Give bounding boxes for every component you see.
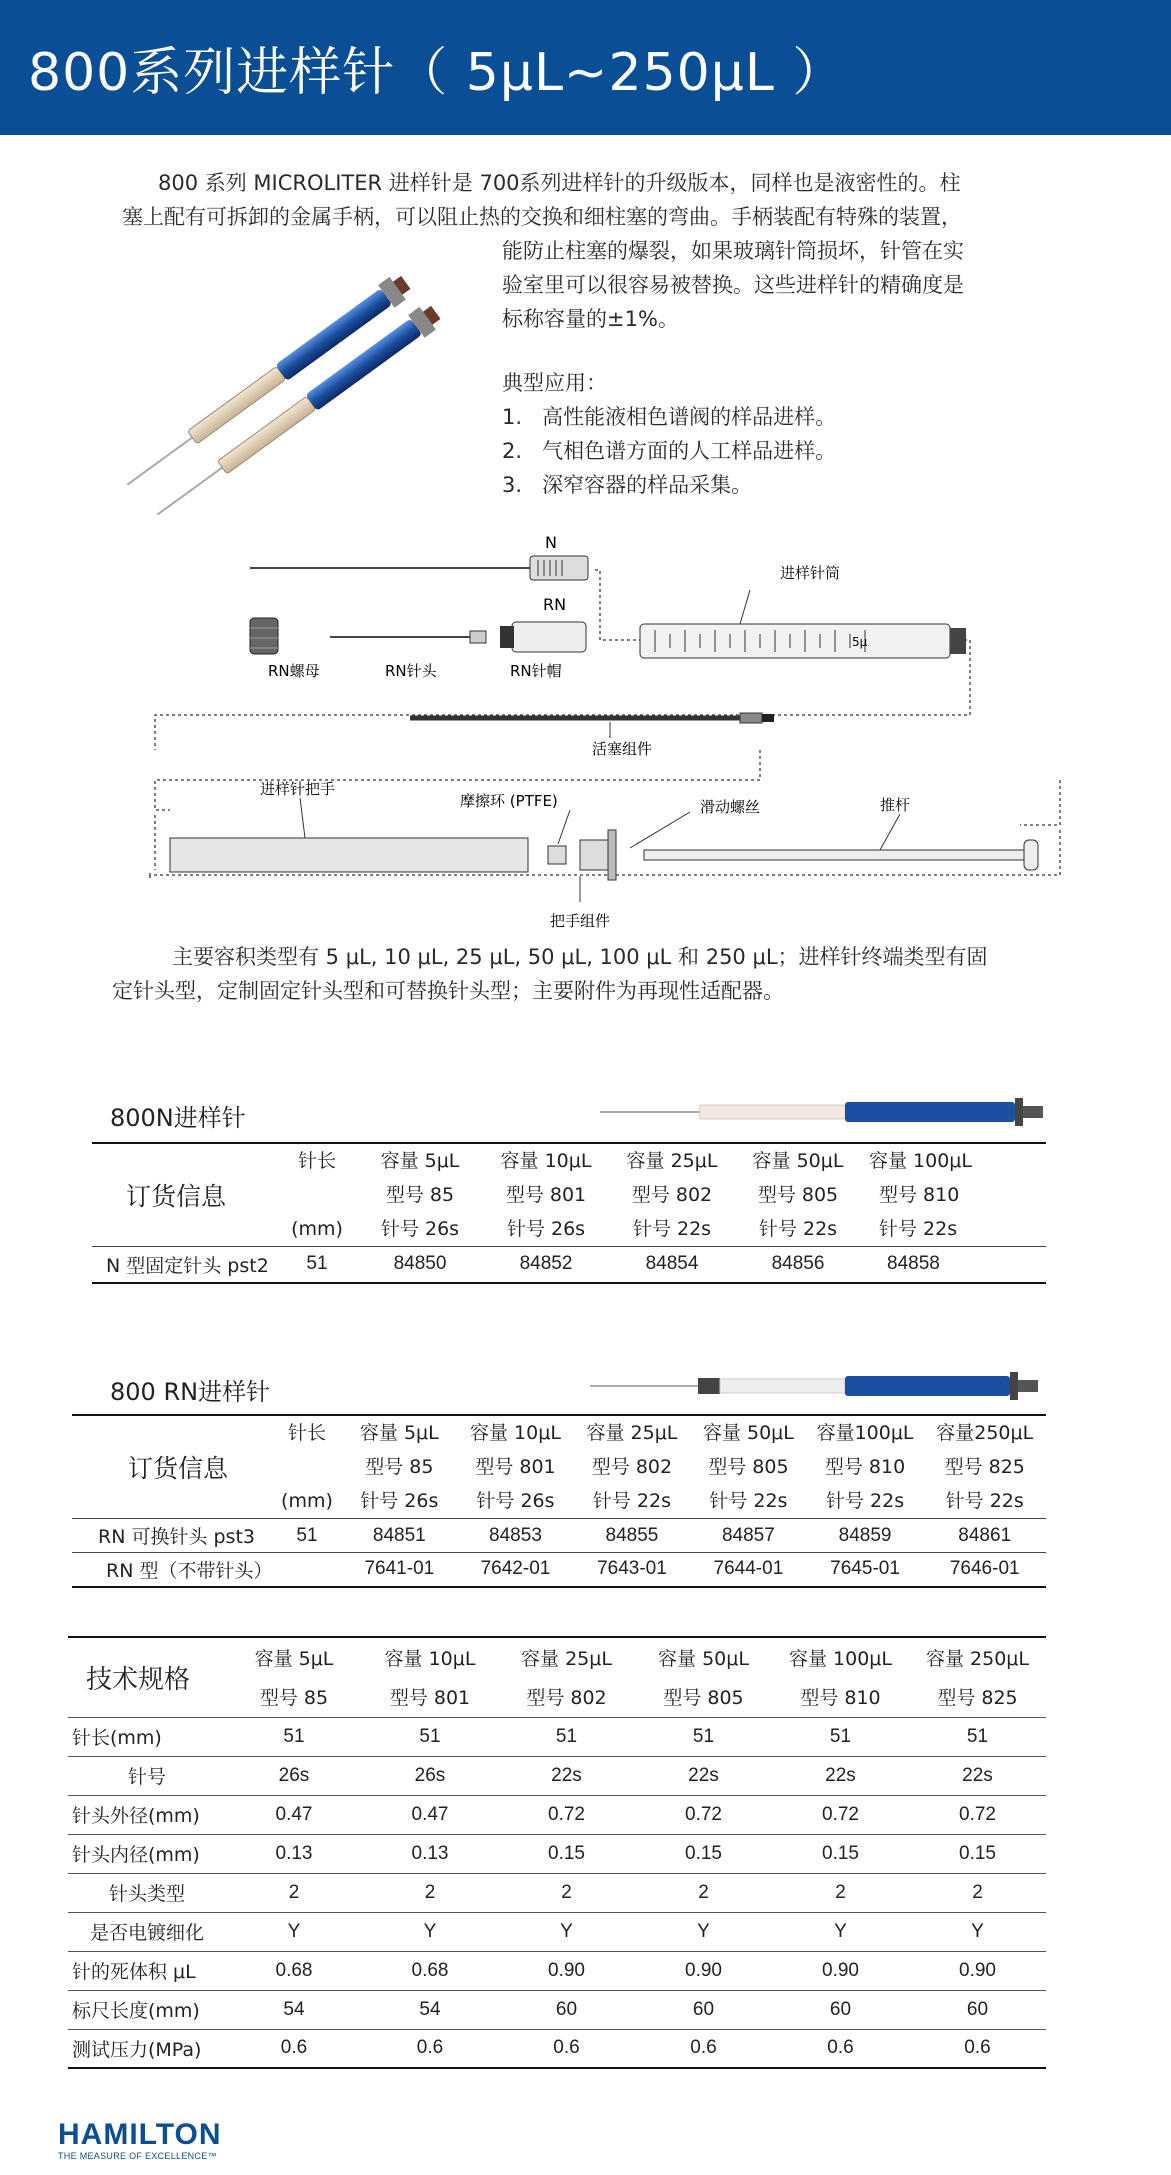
cell-value: Y (498, 1912, 635, 1951)
diagram-label-n: N (545, 533, 557, 552)
row-label: 是否电镀细化 (68, 1912, 226, 1951)
cell-value: 7644-01 (713, 1558, 784, 1580)
logo-wordmark: HAMILTON (58, 2118, 222, 2151)
capacity-header: 容量 100μL (789, 1648, 892, 1670)
cell-value: 0.13 (226, 1834, 362, 1873)
gauge-header: 针号 26s (357, 1212, 483, 1247)
gauge-header: 针号 22s (574, 1484, 690, 1519)
cell-value: 51 (362, 1717, 498, 1756)
cell-value: 0.13 (362, 1834, 498, 1873)
table-row (68, 1795, 1046, 1834)
table-n-title: 800N进样针 (110, 1104, 246, 1132)
diagram-label-slide-screw: 滑动螺丝 (700, 798, 761, 816)
capacity-header: 容量100μL (816, 1422, 914, 1444)
order-info-label: 订货信息 (72, 1415, 272, 1519)
cell-value: 2 (772, 1873, 909, 1912)
logo-tagline: THE MEASURE OF EXCELLENCE™ (58, 2151, 217, 2161)
table-row (68, 1990, 1046, 2029)
model-header: 型号 825 (909, 1677, 1046, 1717)
diagram-label-rn-cap: RN针帽 (510, 662, 562, 680)
table-row (68, 1834, 1046, 1873)
cell-value: 0.68 (362, 1951, 498, 1990)
model-header: 型号 810 (772, 1677, 909, 1717)
gauge-header: 针号 22s (861, 1212, 1046, 1247)
cell-value: 60 (909, 1990, 1046, 2029)
model-header: 型号 810 (879, 1184, 960, 1206)
model-header: 型号 825 (944, 1456, 1025, 1478)
cell-value: 26s (226, 1756, 362, 1795)
capacity-header: 容量 5μL (359, 1422, 439, 1444)
gauge-header: 针号 22s (923, 1484, 1046, 1519)
cell-value: 54 (362, 1990, 498, 2029)
cell-value: 7645-01 (830, 1558, 900, 1580)
applications-heading: 典型应用： (502, 371, 607, 395)
diagram-label-handle: 进样针把手 (260, 780, 336, 798)
cell-value: 0.6 (226, 2029, 362, 2068)
cell-value: 0.72 (498, 1795, 635, 1834)
model-header: 型号 805 (708, 1456, 789, 1478)
cell-value: 0.90 (909, 1951, 1046, 1990)
cell-value: Y (635, 1912, 772, 1951)
row-label: RN 型（不带针头） (106, 1559, 273, 1582)
table-row (72, 1519, 1046, 1553)
cell-value: 51 (498, 1717, 635, 1756)
cell-value: 60 (772, 1990, 909, 2029)
cell-value: 60 (635, 1990, 772, 2029)
row-label: 针头类型 (68, 1873, 226, 1912)
n-syringe-icon (600, 1094, 1050, 1128)
table-row (68, 1756, 1046, 1795)
hamilton-logo (58, 2120, 222, 2162)
needle-length-label: 针长 (297, 1150, 336, 1172)
cell-value: 0.68 (226, 1951, 362, 1990)
cell-value: 2 (226, 1873, 362, 1912)
capacity-header: 容量 25μL (521, 1648, 612, 1670)
cell-value: 22s (498, 1756, 635, 1795)
capacity-header: 容量 50μL (702, 1422, 794, 1444)
table-row (92, 1247, 1046, 1283)
gauge-header: 针号 22s (735, 1212, 861, 1247)
cell-value: 84856 (771, 1253, 825, 1275)
cell-value: 7642-01 (480, 1558, 551, 1580)
cell-value: 0.47 (226, 1795, 362, 1834)
row-label: 针头外径(mm) (68, 1795, 226, 1834)
cell-value: 7646-01 (949, 1558, 1020, 1580)
row-label: RN 可换针头 pst3 (98, 1526, 255, 1548)
row-label: 针长(mm) (68, 1717, 226, 1756)
spec-table (68, 1636, 1046, 2069)
capacity-header: 容量 50μL (658, 1648, 749, 1670)
diagram-label-friction-ring: 摩擦环 (PTFE) (460, 792, 558, 810)
gauge-header: 针号 26s (341, 1484, 457, 1519)
capacity-header: 容量250μL (936, 1422, 1034, 1444)
table-rn-title: 800 RN进样针 (110, 1378, 271, 1406)
cell-value: 0.72 (772, 1795, 909, 1834)
table-row (68, 1873, 1046, 1912)
cell-value: 2 (909, 1873, 1046, 1912)
cell-value: 84861 (958, 1524, 1012, 1546)
table-row (68, 1717, 1046, 1756)
summary-line-2: 定针头型，定制固定针头型和可替换针头型；主要附件为再现性适配器。 (112, 979, 784, 1003)
cell-value: 84851 (372, 1524, 426, 1546)
model-header: 型号 802 (631, 1184, 713, 1206)
rn-syringe-icon (590, 1368, 1050, 1402)
gauge-header: 针号 22s (690, 1484, 806, 1519)
application-item-text: 深窄容器的样品采集。 (542, 473, 753, 497)
intro-line-1: 800 系列 MICROLITER 进样针是 700系列进样针的升级版本，同样也是液密性的。柱 (158, 171, 961, 195)
spec-table-title: 技术规格 (68, 1637, 226, 1717)
order-info-label: 订货信息 (92, 1143, 277, 1247)
row-label: 针的死体积 μL (68, 1951, 226, 1990)
cell-value: 51 (226, 1717, 362, 1756)
syringe-product-illustration (110, 250, 470, 520)
page-title: 800系列进样针（ 5μL~250μL ） (28, 43, 846, 103)
needle-length-unit: (mm) (277, 1212, 357, 1247)
gauge-header: 针号 22s (609, 1212, 735, 1247)
row-label: 测试压力(MPa) (68, 2029, 226, 2068)
cell-value: 84858 (887, 1253, 940, 1275)
diagram-label-barrel: 进样针筒 (780, 564, 841, 582)
summary-line-1: 主要容积类型有 5 μL, 10 μL, 25 μL, 50 μL, 100 μL 和 250 μL；进样针终端类型有固 (172, 945, 988, 969)
diagram-label-rn-needle: RN针头 (385, 662, 437, 680)
capacity-header: 容量 10μL (384, 1648, 476, 1670)
cell-value: 0.15 (498, 1834, 635, 1873)
row-label: 标尺长度(mm) (68, 1990, 226, 2029)
model-header: 型号 805 (635, 1677, 772, 1717)
cell-value: 84859 (838, 1524, 892, 1546)
cell-value: 0.15 (909, 1834, 1046, 1873)
cell-value: 0.6 (772, 2029, 909, 2068)
cell-value: 2 (635, 1873, 772, 1912)
cell-value: 0.47 (362, 1795, 498, 1834)
cell-value: 0.15 (772, 1834, 909, 1873)
application-item-number: 1. (502, 405, 523, 429)
cell-value: 84855 (605, 1524, 659, 1546)
syringe-exploded-diagram (140, 530, 1090, 940)
gauge-header: 针号 26s (483, 1212, 609, 1247)
cell-value: 51 (635, 1717, 772, 1756)
cell-value: 54 (226, 1990, 362, 2029)
needle-length-unit: (mm) (272, 1484, 341, 1519)
cell-value: 26s (362, 1756, 498, 1795)
cell-length: 51 (296, 1524, 318, 1546)
cell-value: 0.6 (909, 2029, 1046, 2068)
cell-value: 0.6 (498, 2029, 635, 2068)
capacity-header: 容量 5μL (254, 1648, 334, 1670)
cell-length: 51 (306, 1253, 328, 1275)
cell-value: 0.72 (635, 1795, 772, 1834)
application-item-number: 3. (502, 473, 523, 497)
table-row (72, 1553, 1046, 1587)
intro-line-4: 验室里可以很容易被替换。这些进样针的精确度是 (502, 273, 964, 297)
cell-value: Y (772, 1912, 909, 1951)
model-header: 型号 85 (365, 1456, 434, 1478)
model-header: 型号 805 (757, 1184, 839, 1206)
diagram-label-plunger-assembly: 活塞组件 (592, 740, 653, 758)
cell-value: 0.15 (635, 1834, 772, 1873)
cell-value: 51 (772, 1717, 909, 1756)
application-item-text: 气相色谱方面的人工样品进样。 (542, 439, 837, 463)
cell-value: 60 (498, 1990, 635, 2029)
capacity-header: 容量 25μL (626, 1150, 718, 1172)
cell-value: 0.6 (362, 2029, 498, 2068)
cell-value: 0.72 (909, 1795, 1046, 1834)
model-header: 型号 801 (362, 1677, 498, 1717)
row-label: N 型固定针头 pst2 (106, 1254, 269, 1277)
table-rn-order (72, 1414, 1046, 1588)
cell-value: Y (362, 1912, 498, 1951)
cell-value: 22s (635, 1756, 772, 1795)
row-label: 针头内径(mm) (68, 1834, 226, 1873)
cell-value: 0.90 (635, 1951, 772, 1990)
capacity-header: 容量 10μL (470, 1422, 561, 1444)
model-header: 型号 85 (226, 1677, 362, 1717)
application-item-number: 2. (502, 439, 523, 463)
diagram-label-push-rod: 推杆 (880, 796, 911, 814)
capacity-header: 容量 100μL (869, 1150, 972, 1172)
cell-value: 0.90 (772, 1951, 909, 1990)
model-header: 型号 85 (385, 1184, 455, 1206)
table-row (68, 2029, 1046, 2068)
model-header: 型号 810 (824, 1456, 906, 1478)
cell-value: Y (226, 1912, 362, 1951)
model-header: 型号 801 (505, 1184, 587, 1206)
cell-length (272, 1553, 341, 1587)
application-item-text: 高性能液相色谱阀的样品进样。 (542, 405, 837, 429)
intro-line-3: 能防止柱塞的爆裂，如果玻璃针筒损坏，针管在实 (502, 239, 964, 263)
diagram-label-handle-assembly: 把手组件 (550, 912, 611, 930)
capacity-header: 容量 10μL (500, 1150, 592, 1172)
model-header: 型号 801 (475, 1456, 556, 1478)
cell-value: 84854 (645, 1253, 699, 1275)
cell-value: 84852 (519, 1253, 573, 1275)
barrel-marking: 5μ (852, 635, 868, 649)
row-label: 针号 (68, 1756, 226, 1795)
diagram-label-rn-nut: RN螺母 (268, 662, 320, 680)
table-row (68, 1951, 1046, 1990)
capacity-header: 容量 25μL (586, 1422, 678, 1444)
needle-length-label: 针长 (287, 1422, 326, 1444)
capacity-header: 容量 5μL (380, 1150, 460, 1172)
cell-value: 22s (772, 1756, 909, 1795)
application-item-1 (502, 400, 836, 434)
cell-value: 84857 (721, 1524, 775, 1546)
cell-value: 2 (362, 1873, 498, 1912)
application-item-2 (502, 434, 836, 468)
cell-value: 84853 (489, 1524, 542, 1546)
intro-line-5: 标称容量的±1%。 (502, 307, 679, 331)
cell-value: 22s (909, 1756, 1046, 1795)
header-banner (0, 0, 1171, 135)
intro-line-2: 塞上配有可拆卸的金属手柄，可以阻止热的交换和细柱塞的弯曲。手柄装配有特殊的装置， (122, 205, 962, 229)
cell-value: 51 (909, 1717, 1046, 1756)
table-row (68, 1912, 1046, 1951)
cell-value: 7641-01 (364, 1558, 435, 1580)
cell-value: 84850 (393, 1253, 447, 1275)
cell-value: 0.6 (635, 2029, 772, 2068)
cell-value: 7643-01 (597, 1558, 667, 1580)
capacity-header: 容量 50μL (752, 1150, 844, 1172)
cell-value: 0.90 (498, 1951, 635, 1990)
gauge-header: 针号 26s (457, 1484, 573, 1519)
model-header: 型号 802 (498, 1677, 635, 1717)
capacity-header: 容量 250μL (926, 1648, 1029, 1670)
gauge-header: 针号 22s (807, 1484, 924, 1519)
table-n-order (92, 1142, 1046, 1284)
cell-value: Y (909, 1912, 1046, 1951)
model-header: 型号 802 (591, 1456, 673, 1478)
cell-value: 2 (498, 1873, 635, 1912)
diagram-label-rn: RN (543, 595, 567, 614)
application-item-3 (502, 468, 752, 502)
